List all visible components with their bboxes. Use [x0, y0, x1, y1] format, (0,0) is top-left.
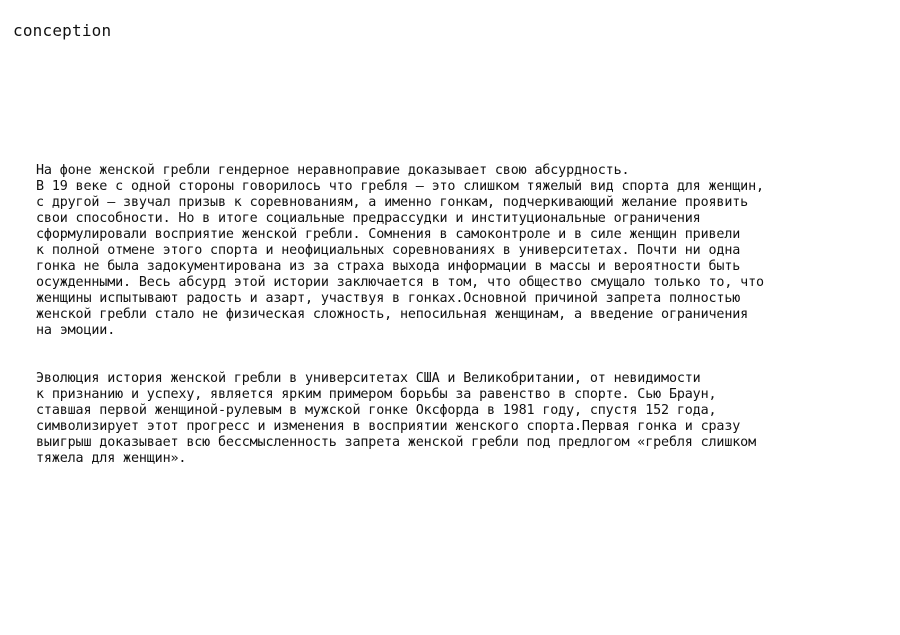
- text-line: В 19 веке с одной стороны говорилось что гребля — это слишком тяжелый вид спорта для женщин,: [36, 179, 764, 194]
- paragraph-1: [36, 163, 886, 339]
- text-line: женщины испытывают радость и азарт, участвуя в гонках.Основной причиной запрета полностью: [36, 291, 741, 306]
- text-line: свои способности. Но в итоге социальные предрассудки и институциональные ограничения: [36, 211, 701, 226]
- text-line: на эмоции.: [36, 323, 116, 338]
- text-line: к полной отмене этого спорта и неофициальных соревнованиях в университетах. Почти ни одна: [36, 243, 741, 258]
- text-line: выигрыш доказывает всю бессмысленность запрета женской гребли под предлогом «гребля слишком: [36, 435, 756, 450]
- text-line: ставшая первой женщиной-рулевым в мужской гонке Оксфорда в 1981 году, спустя 152 года,: [36, 403, 717, 418]
- text-line: к признанию и успеху, является ярким примером борьбы за равенство в спорте. Сью Браун,: [36, 387, 717, 402]
- text-line: осужденными. Весь абсурд этой истории заключается в том, что общество смущало только то, что: [36, 275, 764, 290]
- text-line: гонка не была задокументирована из за страха выхода информации в массы и вероятности быть: [36, 259, 741, 274]
- text-line: Эволюция история женской гребли в университетах США и Великобритании, от невидимости: [36, 371, 701, 386]
- text-line: с другой — звучал призыв к соревнованиям, а именно гонкам, подчеркивающий желание проявить: [36, 195, 749, 210]
- text-line: На фоне женской гребли гендерное неравноправие доказывает свою абсурдность.: [36, 163, 630, 178]
- text-line: женской гребли стало не физическая сложность, непосильная женщинам, а введение ограничения: [36, 307, 749, 322]
- text-line: сформулировали восприятие женской гребли. Сомнения в самоконтроле и в силе женщин привели: [36, 227, 741, 242]
- article-body: [36, 163, 886, 467]
- text-line: тяжела для женщин».: [36, 451, 187, 466]
- page-title: conception: [13, 21, 112, 40]
- paragraph-2: [36, 371, 886, 467]
- text-line: символизирует этот прогресс и изменения в восприятии женского спорта.Первая гонка и сразу: [36, 419, 741, 434]
